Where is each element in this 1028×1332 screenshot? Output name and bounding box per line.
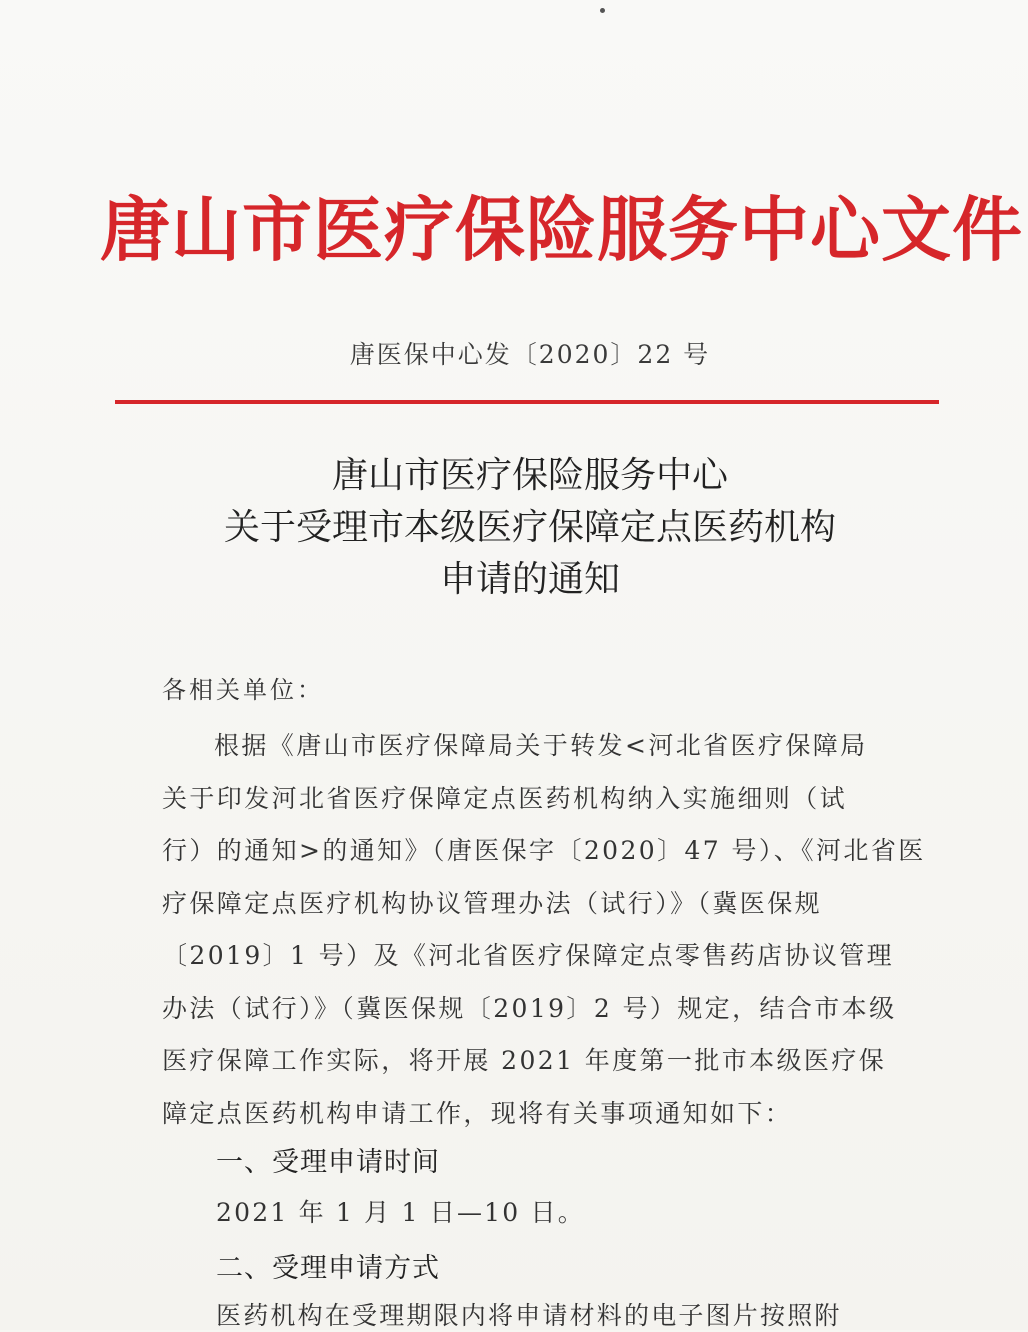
section-text-2: 医药机构在受理期限内将申请材料的电子图片按照附 [216, 1301, 842, 1330]
body-line: 办法（试行）》（冀医保规〔2019〕2 号）规定，结合市本级 [162, 993, 897, 1023]
section-heading-2: 二、受理申请方式 [216, 1253, 440, 1284]
issuer-header: 唐山市医疗保险服务中心文件 [100, 188, 1023, 271]
body-line: 行）的通知>的通知》（唐医保字〔2020〕47 号）、《河北省医 [162, 836, 926, 865]
title-line-3: 申请的通知 [439, 559, 620, 600]
notice-title [130, 450, 930, 606]
body-line: 障定点医药机构申请工作，现将有关事项通知如下： [162, 1098, 793, 1128]
body-line: 医疗保障工作实际，将开展 2021 年度第一批市本级医疗保 [162, 1046, 887, 1075]
title-line-1: 唐山市医疗保险服务中心 [331, 455, 728, 496]
section-heading-1: 一、受理申请时间 [216, 1147, 440, 1178]
body-line: 关于印发河北省医疗保障定点医药机构纳入实施细则（试 [162, 783, 848, 813]
scan-speck [600, 8, 605, 13]
title-line-2: 关于受理市本级医疗保障定点医药机构 [223, 507, 836, 548]
body-paragraph [162, 720, 926, 1140]
body-line: 根据《唐山市医疗保障局关于转发<河北省医疗保障局 [214, 731, 868, 760]
body-line: 〔2019〕1 号）及《河北省医疗保障定点零售药店协议管理 [162, 941, 895, 970]
document-number: 唐医保中心发〔2020〕22 号 [349, 340, 711, 369]
section-text-1: 2021 年 1 月 1 日—10 日。 [216, 1198, 585, 1227]
body-line: 疗保障定点医疗机构协议管理办法（试行）》（冀医保规 [162, 888, 823, 918]
salutation: 各相关单位： [162, 676, 324, 704]
red-divider-line [115, 400, 939, 404]
